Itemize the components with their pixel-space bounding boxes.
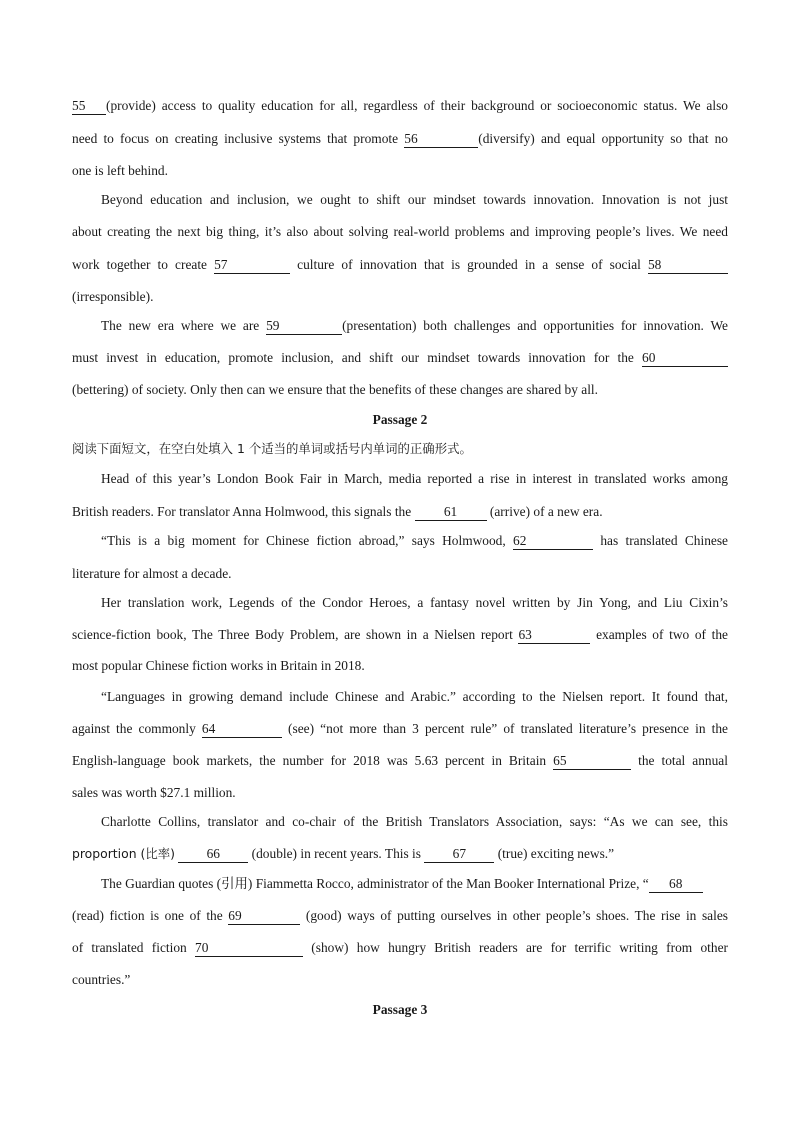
p1-line-8 bbox=[101, 316, 728, 336]
p2-line-3 bbox=[101, 531, 728, 551]
p1-line-3: one is left behind. bbox=[72, 163, 168, 178]
p1-line-9 bbox=[72, 348, 728, 368]
p2-line-14-text-a: The Guardian quotes (引用) Fiammetta Rocco, administrator of the Man Booker International Prize, “ bbox=[101, 876, 649, 891]
p1-line-8-text-b: (presentation) both challenges and opportunities for innovation. We bbox=[342, 318, 728, 333]
p2-line-14 bbox=[101, 874, 728, 894]
p2-line-2-text-b: (arrive) of a new era. bbox=[489, 504, 603, 519]
blank-59[interactable]: 59 bbox=[266, 318, 342, 335]
blank-64[interactable]: 64 bbox=[202, 721, 282, 738]
p1-line-8-text-a: The new era where we are bbox=[101, 318, 260, 333]
p2-line-13-text-c: (true) exciting news.” bbox=[497, 846, 615, 861]
blank-55[interactable]: 55 bbox=[72, 98, 106, 115]
blank-58[interactable]: 58 bbox=[648, 257, 728, 274]
p2-line-6-text-a: science-fiction book, The Three Body Problem, are shown in a Nielsen report bbox=[72, 627, 513, 642]
p1-line-6 bbox=[72, 255, 728, 275]
p2-line-13-text-a: proportion (比率) bbox=[72, 846, 175, 861]
p2-line-15-text-a: (read) fiction is one of the bbox=[72, 908, 223, 923]
blank-68[interactable]: 68 bbox=[649, 876, 703, 893]
p2-line-5: Her translation work, Legends of the Condor Heroes, a fantasy novel written by Jin Yong, and Liu Cixin’s bbox=[101, 595, 728, 610]
p1-line-9-text: must invest in education, promote inclusion, and shift our mindset towards innovation for the bbox=[72, 350, 634, 365]
p2-line-1: Head of this year’s London Book Fair in March, media reported a rise in interest in translated works among bbox=[101, 471, 728, 486]
blank-69[interactable]: 69 bbox=[228, 908, 300, 925]
p2-line-2 bbox=[72, 502, 728, 522]
blank-66[interactable]: 66 bbox=[178, 846, 248, 863]
p1-line-2 bbox=[72, 129, 728, 149]
blank-62[interactable]: 62 bbox=[513, 533, 593, 550]
p2-line-3-text-b: has translated Chinese bbox=[600, 533, 728, 548]
p2-line-9-text-b: (see) “not more than 3 percent rule” of translated literature’s presence in the bbox=[288, 721, 728, 736]
p2-line-6 bbox=[72, 625, 728, 645]
p2-line-16 bbox=[72, 938, 728, 958]
p1-line-10: (bettering) of society. Only then can we ensure that the benefits of these changes are shared by all. bbox=[72, 382, 599, 397]
p2-line-17: countries.” bbox=[72, 972, 131, 987]
p2-line-7: most popular Chinese fiction works in Britain in 2018. bbox=[72, 658, 365, 673]
p2-line-3-text-a: “This is a big moment for Chinese fiction abroad,” says Holmwood, bbox=[101, 533, 506, 548]
blank-67[interactable]: 67 bbox=[424, 846, 494, 863]
blank-60[interactable]: 60 bbox=[642, 350, 728, 367]
p1-line-5: about creating the next big thing, it’s also about solving real-world problems and improving people’s lives. We need bbox=[72, 224, 728, 239]
p2-line-13 bbox=[72, 844, 728, 864]
p2-line-16-text-b: (show) how hungry British readers are for terrific writing from other bbox=[311, 940, 728, 955]
blank-63[interactable]: 63 bbox=[518, 627, 590, 644]
p2-line-15 bbox=[72, 906, 728, 926]
p2-line-10-text-a: English-language book markets, the number for 2018 was 5.63 percent in Britain bbox=[72, 753, 547, 768]
p2-line-15-text-b: (good) ways of putting ourselves in other people’s shoes. The rise in sales bbox=[305, 908, 728, 923]
p2-line-12: Charlotte Collins, translator and co-chair of the British Translators Association, says: “As we can see, this bbox=[101, 814, 728, 829]
p1-line-1-text: (provide) access to quality education for all, regardless of their background or socioeconomic status. We also bbox=[106, 98, 728, 113]
passage-3-heading: Passage 3 bbox=[372, 1002, 428, 1017]
p1-line-6-text-a: work together to create bbox=[72, 257, 207, 272]
p2-line-9-text-a: against the commonly bbox=[72, 721, 196, 736]
p1-line-4: Beyond education and inclusion, we ought to shift our mindset towards innovation. Innovation is not just bbox=[101, 192, 728, 207]
blank-57[interactable]: 57 bbox=[214, 257, 290, 274]
p1-line-6-text-b: culture of innovation that is grounded in a sense of social bbox=[297, 257, 641, 272]
passage-2-instruction: 阅读下面短文，在空白处填入 1 个适当的单词或括号内单词的正确形式。 bbox=[72, 441, 472, 456]
p2-line-13-text-b: (double) in recent years. This is bbox=[251, 846, 421, 861]
p2-line-8: “Languages in growing demand include Chinese and Arabic.” according to the Nielsen report. It found that, bbox=[101, 689, 728, 704]
blank-65[interactable]: 65 bbox=[553, 753, 631, 770]
p1-line-7: (irresponsible). bbox=[72, 289, 154, 304]
p2-line-10-text-b: the total annual bbox=[638, 753, 728, 768]
p2-line-10 bbox=[72, 751, 728, 771]
blank-70[interactable]: 70 bbox=[195, 940, 303, 957]
p2-line-4: literature for almost a decade. bbox=[72, 566, 232, 581]
p1-line-2-text: need to focus on creating inclusive systems that promote bbox=[72, 131, 399, 146]
blank-56[interactable]: 56 bbox=[404, 131, 478, 148]
p2-line-2-text-a: British readers. For translator Anna Holmwood, this signals the bbox=[72, 504, 412, 519]
passage-2-heading: Passage 2 bbox=[372, 412, 428, 427]
p1-line-2-text-b: (diversify) and equal opportunity so that no bbox=[478, 131, 728, 146]
p2-line-16-text-a: of translated fiction bbox=[72, 940, 187, 955]
p1-line-1 bbox=[72, 96, 728, 116]
p2-line-11: sales was worth $27.1 million. bbox=[72, 785, 236, 800]
p2-line-6-text-b: examples of two of the bbox=[596, 627, 728, 642]
p2-line-9 bbox=[72, 719, 728, 739]
blank-61[interactable]: 61 bbox=[415, 504, 487, 521]
